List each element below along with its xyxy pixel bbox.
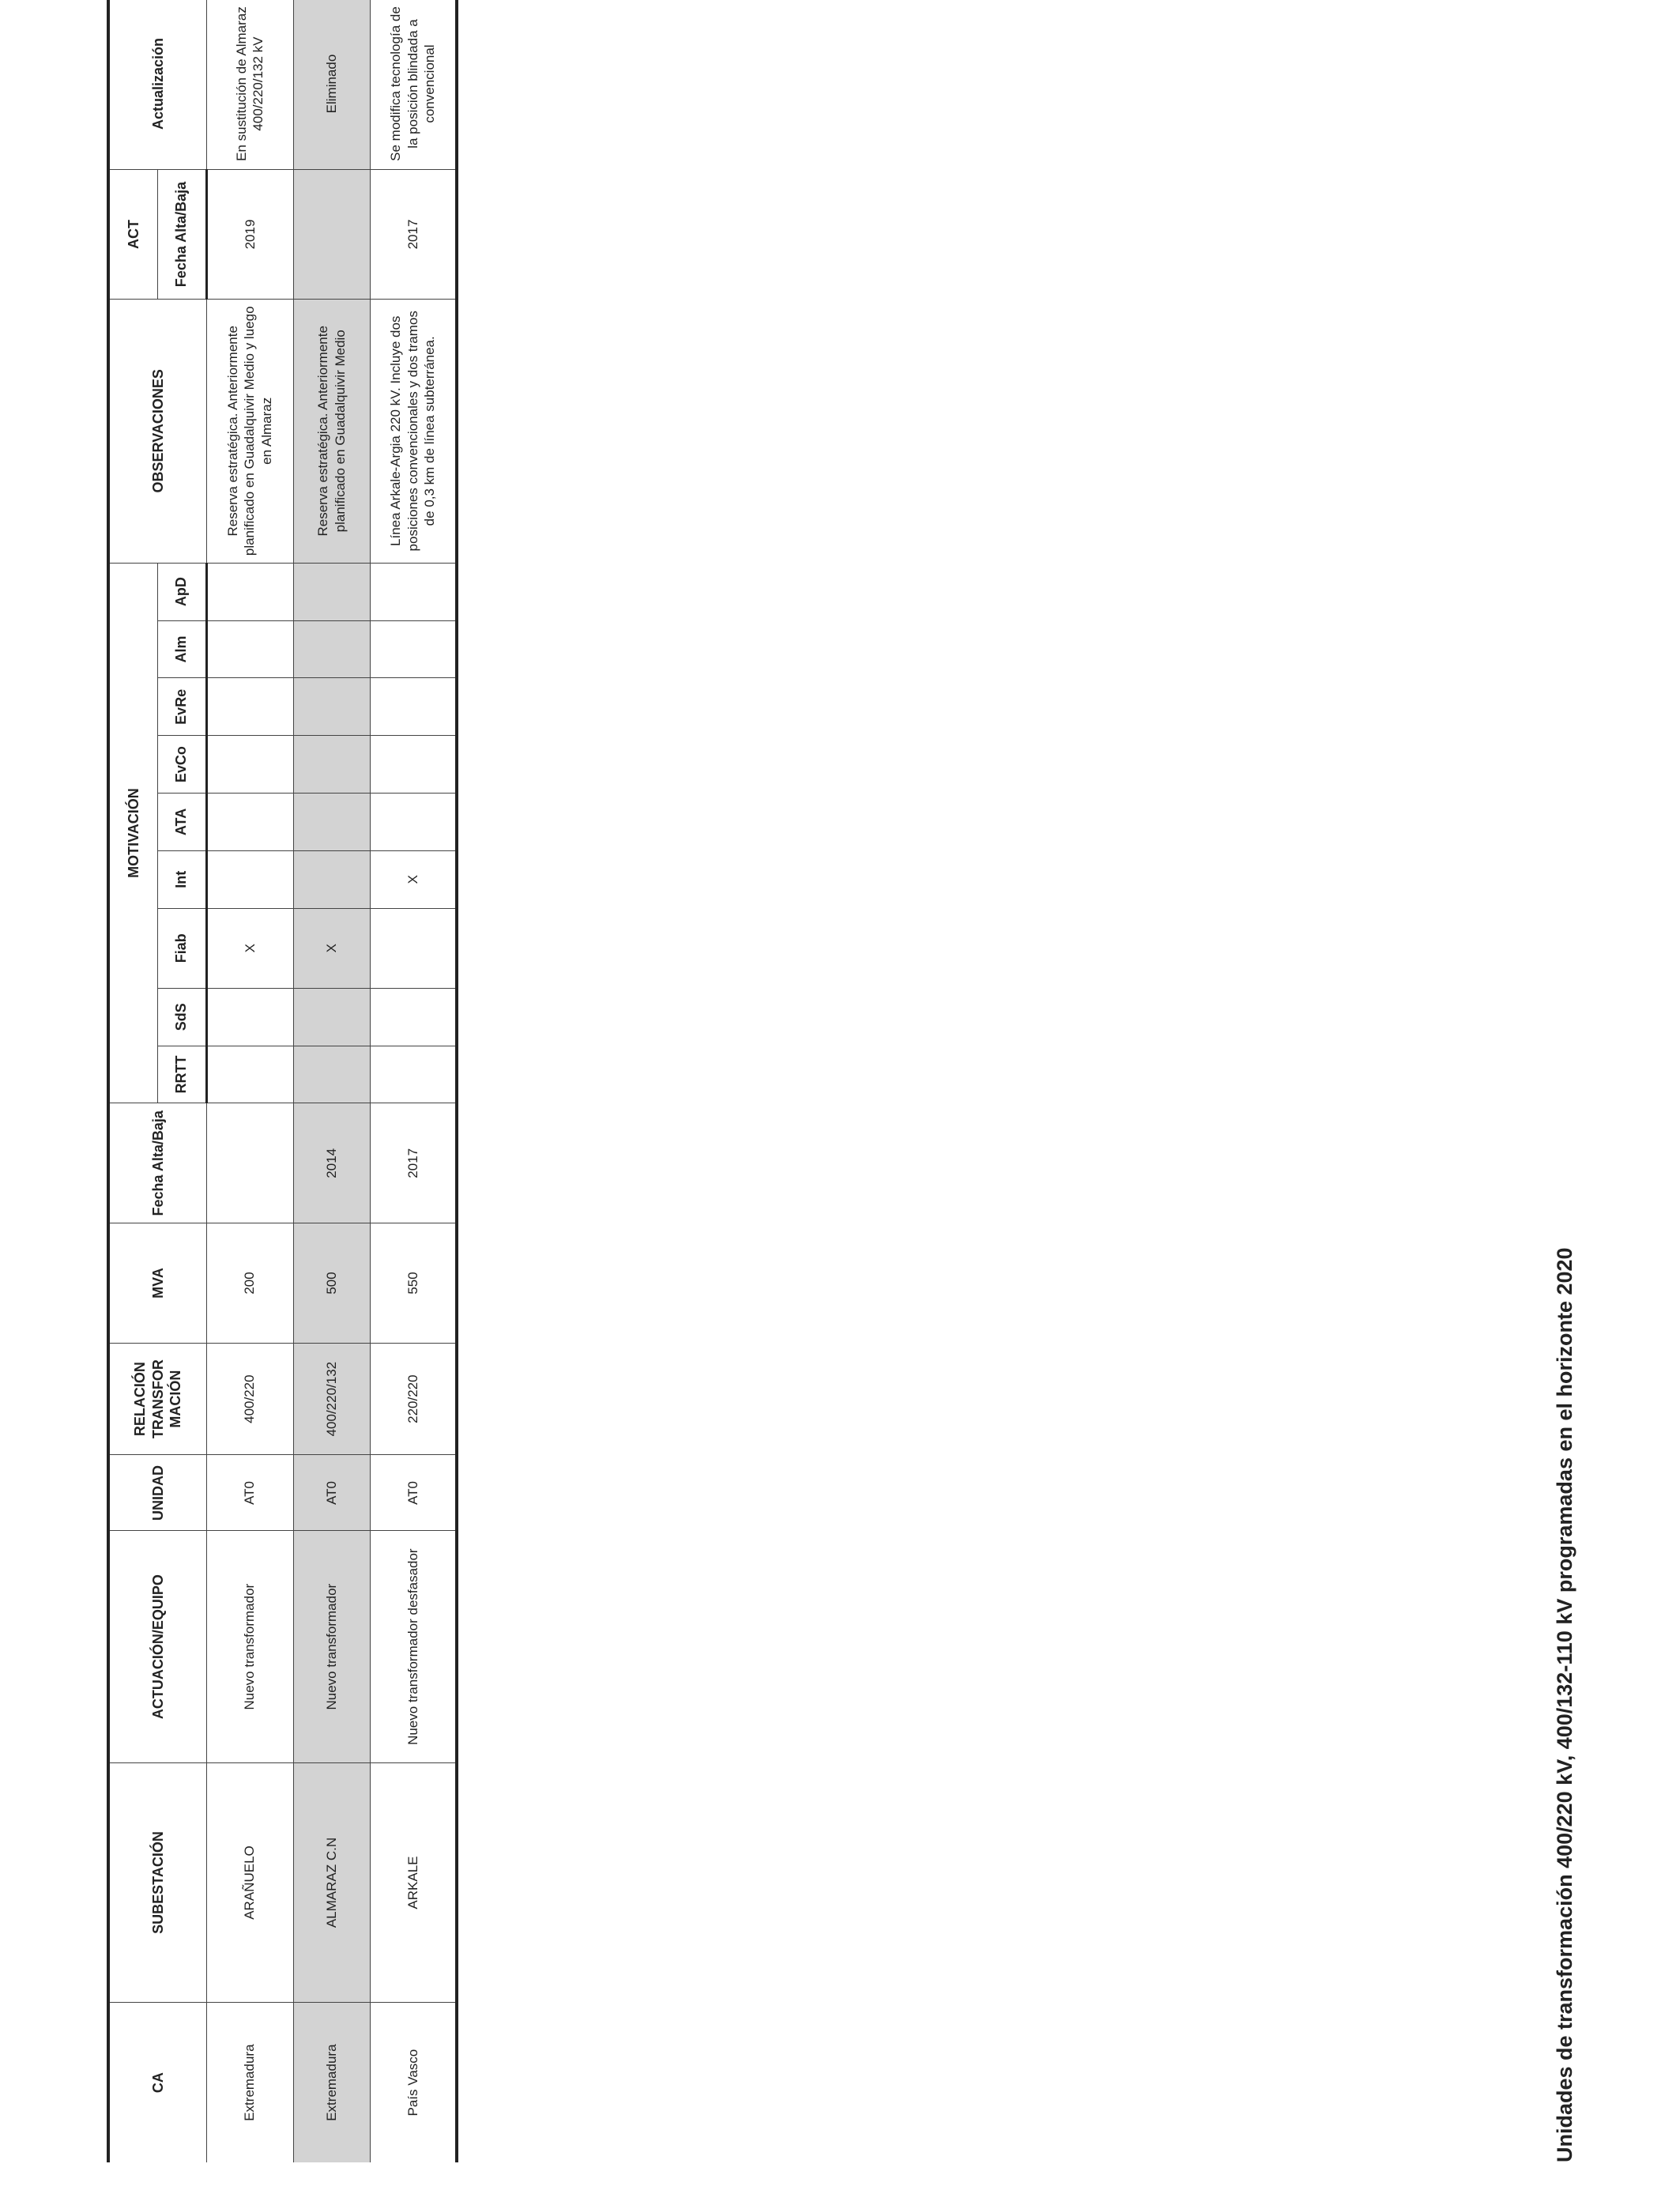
cell-fecha: 2014: [293, 1103, 370, 1223]
cell-motiv-alm: [206, 620, 293, 678]
cell-act-fecha: 2019: [206, 170, 293, 300]
cell-relacion: 400/220: [206, 1343, 293, 1455]
cell-motiv-rrtt: [293, 1046, 370, 1103]
cell-actuacion: Nuevo transformador: [293, 1531, 370, 1762]
cell-actuacion: Nuevo transformador desfasador: [370, 1531, 457, 1762]
cell-mva: 500: [293, 1223, 370, 1344]
cell-motiv-rrtt: [206, 1046, 293, 1103]
cell-motiv-int: [206, 850, 293, 908]
cell-actualizacion: Eliminado: [293, 0, 370, 170]
header-actuacion: ACTUACIÓN/EQUIPO: [108, 1531, 206, 1762]
cell-motiv-evco: [370, 736, 457, 794]
table-body: [206, 0, 457, 2162]
header-observaciones: OBSERVACIONES: [108, 299, 206, 563]
cell-unidad: AT0: [370, 1455, 457, 1531]
cell-motiv-fiab: X: [206, 908, 293, 988]
header-motiv-sds: SdS: [157, 988, 206, 1046]
cell-motiv-rrtt: [370, 1046, 457, 1103]
header-actualizacion: Actualización: [108, 0, 206, 170]
cell-observaciones: Reserva estratégica. Anteriormente planificado en Guadalquivir Medio y luego en Almaraz: [206, 299, 293, 563]
header-mva: MVA: [108, 1223, 206, 1344]
cell-actualizacion: En sustitución de Almaraz 400/220/132 kV: [206, 0, 293, 170]
cell-motiv-ata: [370, 794, 457, 851]
header-motiv-int: Int: [157, 850, 206, 908]
cell-motiv-apd: [206, 563, 293, 620]
header-motiv-alm: Alm: [157, 620, 206, 678]
header-unidad: UNIDAD: [108, 1455, 206, 1531]
cell-act-fecha: [293, 170, 370, 300]
cell-fecha: [206, 1103, 293, 1223]
header-motiv-apd: ApD: [157, 563, 206, 620]
table-row: [206, 0, 293, 2162]
header-motiv-rrtt: RRTT: [157, 1046, 206, 1103]
cell-ca: Extremadura: [293, 2003, 370, 2162]
cell-motiv-sds: [293, 988, 370, 1046]
cell-relacion: 400/220/132: [293, 1343, 370, 1455]
cell-unidad: AT0: [206, 1455, 293, 1531]
cell-motiv-int: [293, 850, 370, 908]
table-caption: Unidades de transformación 400/220 kV, 400/132-110 kV programadas en el horizonte 2020: [1553, 1247, 1576, 2162]
cell-ca: País Vasco: [370, 2003, 457, 2162]
cell-motiv-alm: [370, 620, 457, 678]
cell-motiv-evre: [370, 678, 457, 736]
header-act: ACT: [108, 170, 157, 300]
header-motiv-fiab: Fiab: [157, 908, 206, 988]
cell-actuacion: Nuevo transformador: [206, 1531, 293, 1762]
header-relacion: RELACIÓN TRANSFOR MACIÓN: [108, 1343, 206, 1455]
cell-motiv-evre: [293, 678, 370, 736]
header-motiv-ata: ATA: [157, 794, 206, 851]
cell-relacion: 220/220: [370, 1343, 457, 1455]
cell-act-fecha: 2017: [370, 170, 457, 300]
cell-ca: Extremadura: [206, 2003, 293, 2162]
cell-motiv-fiab: [370, 908, 457, 988]
cell-subestacion: ARKALE: [370, 1762, 457, 2002]
cell-motiv-evre: [206, 678, 293, 736]
cell-observaciones: Reserva estratégica. Anteriormente planificado en Guadalquivir Medio: [293, 299, 370, 563]
header-motivacion: MOTIVACIÓN: [108, 563, 157, 1103]
cell-motiv-fiab: X: [293, 908, 370, 988]
cell-unidad: AT0: [293, 1455, 370, 1531]
cell-mva: 200: [206, 1223, 293, 1344]
cell-motiv-alm: [293, 620, 370, 678]
header-motiv-evre: EvRe: [157, 678, 206, 736]
header-ca: CA: [108, 2003, 206, 2162]
cell-observaciones: Línea Arkale-Argia 220 kV. Incluye dos posiciones convencionales y dos tramos de 0,3 km de línea subterránea.: [370, 299, 457, 563]
header-fecha: Fecha Alta/Baja: [108, 1103, 206, 1223]
cell-motiv-apd: [293, 563, 370, 620]
transformer-table: [107, 0, 458, 2162]
table-row: [370, 0, 457, 2162]
cell-motiv-ata: [206, 794, 293, 851]
cell-motiv-sds: [370, 988, 457, 1046]
cell-motiv-apd: [370, 563, 457, 620]
cell-mva: 550: [370, 1223, 457, 1344]
header-act-fecha: Fecha Alta/Baja: [157, 170, 206, 300]
cell-fecha: 2017: [370, 1103, 457, 1223]
cell-motiv-sds: [206, 988, 293, 1046]
header-row-top: [108, 0, 157, 2162]
cell-subestacion: ALMARAZ C.N: [293, 1762, 370, 2002]
cell-subestacion: ARAÑUELO: [206, 1762, 293, 2002]
header-motiv-evco: EvCo: [157, 736, 206, 794]
cell-actualizacion: Se modifica tecnología de la posición blindada a convencional: [370, 0, 457, 170]
cell-motiv-ata: [293, 794, 370, 851]
cell-motiv-evco: [206, 736, 293, 794]
table-container: [107, 0, 458, 2162]
cell-motiv-evco: [293, 736, 370, 794]
header-subestacion: SUBESTACIÓN: [108, 1762, 206, 2002]
cell-motiv-int: X: [370, 850, 457, 908]
table-row: [293, 0, 370, 2162]
